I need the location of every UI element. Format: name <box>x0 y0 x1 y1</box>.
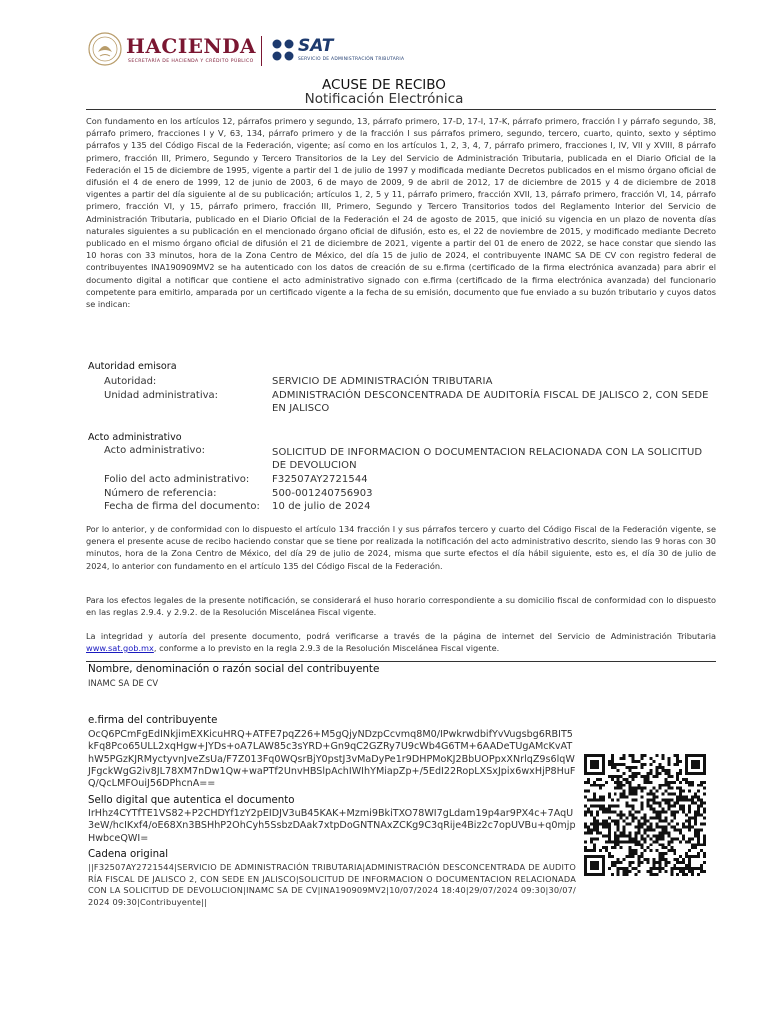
contribuyente-title: Nombre, denominación o razón social del contribuyente <box>88 663 380 675</box>
folio-value: F32507AY2721544 <box>272 474 368 485</box>
acto-value: SOLICITUD DE INFORMACION O DOCUMENTACION RELACIONADA CON LA SOLICITUD DE DEVOLUCION <box>272 447 703 471</box>
unidad-administrativa-value: ADMINISTRACIÓN DESCONCENTRADA DE AUDITORÍA FISCAL DE JALISCO 2, CON SEDE EN JALISCO <box>272 390 709 414</box>
efectos-legales-paragraph: Para los efectos legales de la presente notificación, se considerará el huso horario correspondiente a su domicilio fiscal de conformidad con lo dispuesto en las reglas 2.9.4. y 2.9.2. de la Resolución Miscelánea Fiscal vigente. <box>86 595 716 617</box>
unidad-administrativa-label: Unidad administrativa: <box>104 390 219 401</box>
document-header <box>86 30 686 78</box>
acto-label: Acto administrativo: <box>104 445 205 456</box>
fecha-firma-value: 10 de julio de 2024 <box>272 501 371 512</box>
autoridad-emisora-title: Autoridad emisora <box>88 361 177 372</box>
qr-code-icon <box>584 752 706 878</box>
efirma-title: e.firma del contribuyente <box>88 715 218 726</box>
contribuyente-divider <box>86 661 716 662</box>
acto-administrativo-title: Acto administrativo <box>88 432 182 443</box>
hacienda-seal-icon <box>88 32 122 66</box>
hacienda-logo-subtitle: SECRETARÍA DE HACIENDA Y CRÉDITO PÚBLICO <box>128 59 254 64</box>
hacienda-logo-text: HACIENDA <box>126 34 257 58</box>
referencia-label: Número de referencia: <box>104 488 217 499</box>
cadena-title: Cadena original <box>88 849 169 860</box>
integridad-text-after: , conforme a lo previsto en la regla 2.9.3 de la Resolución Miscelánea Fiscal vigente. <box>153 643 500 653</box>
referencia-value: 500-001240756903 <box>272 488 373 499</box>
sat-logo-text: SAT <box>298 36 334 56</box>
sat-logo-subtitle: SERVICIO DE ADMINISTRACIÓN TRIBUTARIA <box>298 57 405 62</box>
integridad-text-before: La integridad y autoría del presente documento, podrá verificarse a través de la página de internet del Servicio de Administración Tributaria <box>86 631 716 641</box>
sello-title: Sello digital que autentica el documento <box>88 795 295 806</box>
autoridad-label: Autoridad: <box>104 376 157 387</box>
document-subtitle: Notificación Electrónica <box>304 91 464 107</box>
title-divider <box>86 109 716 110</box>
document-title: ACUSE DE RECIBO <box>322 77 446 93</box>
folio-label: Folio del acto administrativo: <box>104 474 250 485</box>
fecha-firma-label: Fecha de firma del documento: <box>104 501 260 512</box>
header-separator <box>261 36 262 66</box>
efirma-value: OcQ6PCmFgEdINkjimEXKicuHRQ+ATFE7pqZ26+M5gQjyNDzpCcvmq8M0/IPwkrwdbifYvVugsbg6RBIT5kFq8Pco65ULL2xqHgw+JYDs+oA7LAW85c3sYRD+Gn9qC2GZRy7U9cWb4G6TM+6AADeTUgAMcKvAThW5PGzKJRMyctyvnJveZsUa/F7Z013Fq0WQsrBjY0pstJ3vMaDyPe1r9DHPMoKJ2BbUOPpxXNrlqZ9s6lqWJFgckWgG2iv8JL78XM7nDw1Qw+waPTf2UnvHBSlpAchIWIhYMiapZp+/5EdI22RopLXSxJpix6wxHjP8HuFQ/QcLMFOuiJ56DPhcnA== <box>88 729 576 790</box>
integridad-paragraph <box>86 630 716 654</box>
autoridad-value: SERVICIO DE ADMINISTRACIÓN TRIBUTARIA <box>272 376 493 387</box>
cadena-value: ||F32507AY2721544|SERVICIO DE ADMINISTRACIÓN TRIBUTARIA|ADMINISTRACIÓN DESCONCENTRADA DE AUDITORÍA FISCAL DE JALISCO 2, CON SEDE EN JALISCO|SOLICITUD DE INFORMACION O DOCUMENTACION RELACIONADA CON LA SOLICITUD DE DEVOLUCION|INAMC SA DE CV|INA190909MV2|10/07/2024 18:40|29/07/2024 09:30|30/07/2024 09:30|Contribuyente|| <box>88 862 576 907</box>
contribuyente-value: INAMC SA DE CV <box>88 678 159 688</box>
conformidad-paragraph: Por lo anterior, y de conformidad con lo dispuesto el artículo 134 fracción I y sus párrafos tercero y cuarto del Código Fiscal de la Federación vigente, se genera el presente acuse de recibo haciendo constar que se tiene por realizada la notificación del acto administrativo descrito, siendo las 9 horas con 30 minutos, hora de la Zona Centro de México, del día 29 de julio de 2024, misma que surte efectos el día hábil siguiente, esto es, el día 30 de julio de 2024, lo anterior con fundamento en el artículo 135 del Código Fiscal de la Federación. <box>86 524 716 571</box>
sat-website-link[interactable]: www.sat.gob.mx <box>86 643 154 653</box>
sello-value: IrHhz4CYTfTE1VS82+P2CHDYf1zY2pEIDJV3uB45KAK+Mzmi9BkiTXO78WI7gLdam19p4ar9PX4c+7AqU3eW/hcIKxf4/oE68Xn3BSHhP2OhCyh5SsbzDAak7xtpDoGNTNAxZCKg9C3qRije4Biz2c7opUVBu+q0mjpHwbceQWI= <box>88 808 576 844</box>
intro-paragraph: Con fundamento en los artículos 12, párrafos primero y segundo, 13, párrafo primero, 17-D, 17-I, 17-K, párrafo primero, fracción I y párrafo segundo, 38, párrafo primero, fracciones I y V, 63, 134, párrafo primero y de la fracción I sus párrafos primero, segundo, tercero, cuarto, quinto, sexto y séptimo párrafos y 135 del Código Fiscal de la Federación, vigente; así como en los artículos 1, 2, 3, 4, 7, párrafo primero, fracciones I, IV, VII y XVIII, 8 párrafo primero, fracción III, Primero, Segundo y Tercero Transitorios de la Ley del Servicio de Administración Tributaria, publicada en el Diario Oficial de la Federación el 15 de diciembre de 1995, vigente a partir del 1 de julio de 1997 y modificada mediante Decretos publicados en el mismo órgano oficial de difusión el 4 de enero de 1999, 12 de junio de 2003, 6 de mayo de 2009, 9 de abril de 2012, 17 de diciembre de 2015 y 4 de diciembre de 2018 vigentes a partir del día siguiente al de su publicación; artículos 1, 2, 5 y 11, párrafo primero, fracción XVII, 13, párrafo primero, fracción VI, 14, párrafo primero, fracción VI, y 15, párrafo primero, fracción III, Primero, Segundo y Tercero Transitorios todos del Reglamento Interior del Servicio de Administración Tributaria, publicado en el Diario Oficial de la Federación el 24 de agosto de 2015, que inició su vigencia en un plazo de noventa días naturales siguientes a su publicación en el mencionado órgano oficial de difusión, esto es, el 22 de noviembre de 2015, y modificado mediante Decreto publicado en el mismo órgano oficial de difusión el 21 de diciembre de 2021, vigente a partir del 01 de enero de 2022, se hace constar que siendo las 10 horas con 33 minutos, hora de la Zona Centro de México, del día 15 de julio de 2024, el contribuyente INAMC SA DE CV con registro federal de contribuyentes INA190909MV2 se ha autenticado con los datos de creación de su e.firma (certificado de la firma electrónica avanzada) para abrir el documento digital a notificar que contiene el acto administrativo signado con e.firma (certificado de la firma electrónica avanzada) del funcionario competente para emitirlo, amparada por un certificado vigente a la fecha de su emisión, documento que fue enviado a su buzón tributario y cuyos datos se indican: <box>86 116 716 310</box>
sat-logo-icon <box>271 38 295 62</box>
